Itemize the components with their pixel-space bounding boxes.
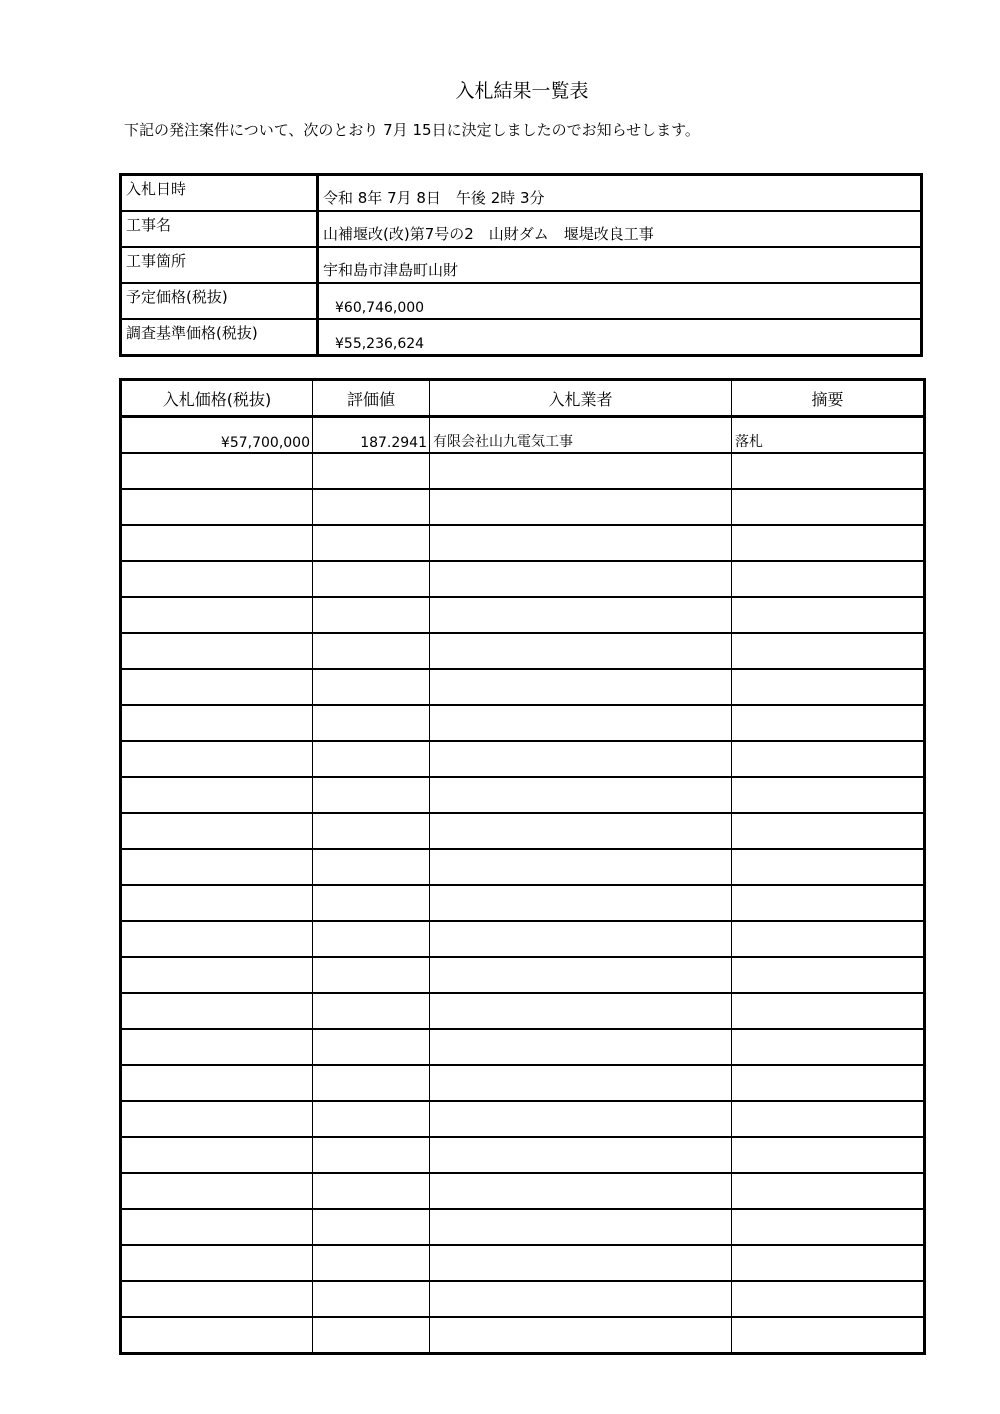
bid-price-cell: [121, 1029, 313, 1065]
bidder-cell: [430, 741, 732, 777]
lead-text: 下記の発注案件について、次のとおり 7月 15日に決定しましたのでお知らせします。: [124, 121, 700, 139]
table-row: [121, 561, 925, 597]
bid-price-cell: [121, 489, 313, 525]
info-value: ¥55,236,624: [318, 319, 922, 356]
score-cell: [313, 1209, 430, 1245]
score-cell: [313, 453, 430, 489]
score-cell: [313, 957, 430, 993]
bidder-cell: [430, 705, 732, 741]
info-value: 宇和島市津島町山財: [318, 247, 922, 283]
bid-price-cell: [121, 1101, 313, 1137]
info-value: 令和 8年 7月 8日 午後 2時 3分: [318, 175, 922, 212]
bidder-cell: [430, 1137, 732, 1173]
bid-price-cell: [121, 957, 313, 993]
bid-price-cell: [121, 525, 313, 561]
note-cell: [732, 1317, 925, 1354]
info-row: [121, 175, 922, 212]
score-cell: [313, 993, 430, 1029]
bidder-cell: [430, 1209, 732, 1245]
bid-price-cell: [121, 1065, 313, 1101]
table-row: [121, 453, 925, 489]
bid-info-table: [119, 173, 923, 357]
info-value: 山補堰改(改)第7号の2 山財ダム 堰堤改良工事: [318, 211, 922, 247]
score-cell: [313, 1281, 430, 1317]
info-value: ¥60,746,000: [318, 283, 922, 319]
bidder-cell: [430, 1245, 732, 1281]
note-cell: [732, 741, 925, 777]
note-cell: [732, 633, 925, 669]
note-cell: [732, 1137, 925, 1173]
table-row: [121, 813, 925, 849]
bid-price-cell: [121, 849, 313, 885]
score-cell: [313, 633, 430, 669]
info-label: 工事箇所: [121, 247, 318, 283]
table-row: [121, 777, 925, 813]
bidder-cell: [430, 561, 732, 597]
bid-result-table: [119, 378, 926, 1355]
score-cell: [313, 1101, 430, 1137]
score-cell: [313, 561, 430, 597]
note-cell: [732, 993, 925, 1029]
bidder-cell: [430, 885, 732, 921]
score-cell: 187.2941: [313, 417, 430, 454]
table-row: [121, 1317, 925, 1354]
info-row: [121, 283, 922, 319]
bidder-cell: [430, 489, 732, 525]
table-row: [121, 921, 925, 957]
page-title: 入札結果一覧表: [455, 80, 589, 102]
note-cell: [732, 813, 925, 849]
score-cell: [313, 813, 430, 849]
info-row: [121, 319, 922, 356]
score-cell: [313, 1173, 430, 1209]
note-cell: [732, 705, 925, 741]
bid-price-cell: [121, 885, 313, 921]
table-row: [121, 957, 925, 993]
bidder-cell: [430, 993, 732, 1029]
info-label: 工事名: [121, 211, 318, 247]
table-row: [121, 669, 925, 705]
note-cell: [732, 777, 925, 813]
note-cell: [732, 1065, 925, 1101]
bidder-cell: [430, 525, 732, 561]
score-cell: [313, 921, 430, 957]
score-cell: [313, 741, 430, 777]
bidder-cell: [430, 669, 732, 705]
note-cell: [732, 489, 925, 525]
bidder-cell: [430, 1317, 732, 1354]
note-cell: 落札: [732, 417, 925, 454]
table-row: [121, 525, 925, 561]
bid-price-cell: [121, 453, 313, 489]
bid-price-cell: [121, 633, 313, 669]
bid-price-cell: [121, 777, 313, 813]
bidder-cell: [430, 1281, 732, 1317]
bidder-cell: [430, 1173, 732, 1209]
info-label: 入札日時: [121, 175, 318, 212]
bid-price-cell: [121, 1137, 313, 1173]
table-row: [121, 1101, 925, 1137]
result-header-row: [121, 380, 925, 417]
bidder-cell: [430, 453, 732, 489]
score-cell: [313, 489, 430, 525]
bidder-cell: [430, 1101, 732, 1137]
table-row: [121, 1281, 925, 1317]
table-row: [121, 1029, 925, 1065]
note-cell: [732, 1209, 925, 1245]
bid-price-cell: [121, 705, 313, 741]
note-cell: [732, 453, 925, 489]
note-cell: [732, 885, 925, 921]
bidder-cell: [430, 813, 732, 849]
bid-price-cell: [121, 1317, 313, 1354]
bid-price-cell: [121, 921, 313, 957]
table-row: [121, 993, 925, 1029]
note-cell: [732, 1281, 925, 1317]
table-row: [121, 885, 925, 921]
table-row: [121, 705, 925, 741]
score-cell: [313, 1029, 430, 1065]
score-cell: [313, 1137, 430, 1173]
score-cell: [313, 525, 430, 561]
header-note: 摘要: [732, 380, 925, 417]
note-cell: [732, 1101, 925, 1137]
bidder-cell: [430, 957, 732, 993]
score-cell: [313, 1245, 430, 1281]
bidder-cell: [430, 597, 732, 633]
table-row: [121, 597, 925, 633]
bid-price-cell: [121, 993, 313, 1029]
table-row: [121, 1137, 925, 1173]
score-cell: [313, 849, 430, 885]
table-row: [121, 741, 925, 777]
bid-price-cell: [121, 561, 313, 597]
info-label: 調査基準価格(税抜): [121, 319, 318, 356]
info-row: [121, 211, 922, 247]
header-price: 入札価格(税抜): [121, 380, 313, 417]
note-cell: [732, 849, 925, 885]
note-cell: [732, 669, 925, 705]
note-cell: [732, 561, 925, 597]
bid-price-cell: ¥57,700,000: [121, 417, 313, 454]
note-cell: [732, 1029, 925, 1065]
info-row: [121, 247, 922, 283]
note-cell: [732, 957, 925, 993]
score-cell: [313, 885, 430, 921]
bidder-cell: [430, 1029, 732, 1065]
note-cell: [732, 1245, 925, 1281]
table-row: [121, 1065, 925, 1101]
bidder-cell: [430, 849, 732, 885]
score-cell: [313, 1065, 430, 1101]
bidder-cell: 有限会社山九電気工事: [430, 417, 732, 454]
score-cell: [313, 777, 430, 813]
note-cell: [732, 597, 925, 633]
bid-price-cell: [121, 1245, 313, 1281]
bidder-cell: [430, 1065, 732, 1101]
note-cell: [732, 525, 925, 561]
score-cell: [313, 597, 430, 633]
table-row: [121, 489, 925, 525]
table-row: [121, 1209, 925, 1245]
bid-price-cell: [121, 1209, 313, 1245]
bid-price-cell: [121, 597, 313, 633]
info-label: 予定価格(税抜): [121, 283, 318, 319]
bid-price-cell: [121, 813, 313, 849]
bid-price-cell: [121, 1173, 313, 1209]
note-cell: [732, 1173, 925, 1209]
bid-price-cell: [121, 1281, 313, 1317]
table-row: [121, 633, 925, 669]
bid-price-cell: [121, 669, 313, 705]
table-row: [121, 417, 925, 454]
bid-price-cell: [121, 741, 313, 777]
table-row: [121, 1173, 925, 1209]
table-row: [121, 849, 925, 885]
score-cell: [313, 705, 430, 741]
note-cell: [732, 921, 925, 957]
bidder-cell: [430, 633, 732, 669]
header-score: 評価値: [313, 380, 430, 417]
score-cell: [313, 1317, 430, 1354]
bidder-cell: [430, 921, 732, 957]
header-bidder: 入札業者: [430, 380, 732, 417]
score-cell: [313, 669, 430, 705]
table-row: [121, 1245, 925, 1281]
bidder-cell: [430, 777, 732, 813]
